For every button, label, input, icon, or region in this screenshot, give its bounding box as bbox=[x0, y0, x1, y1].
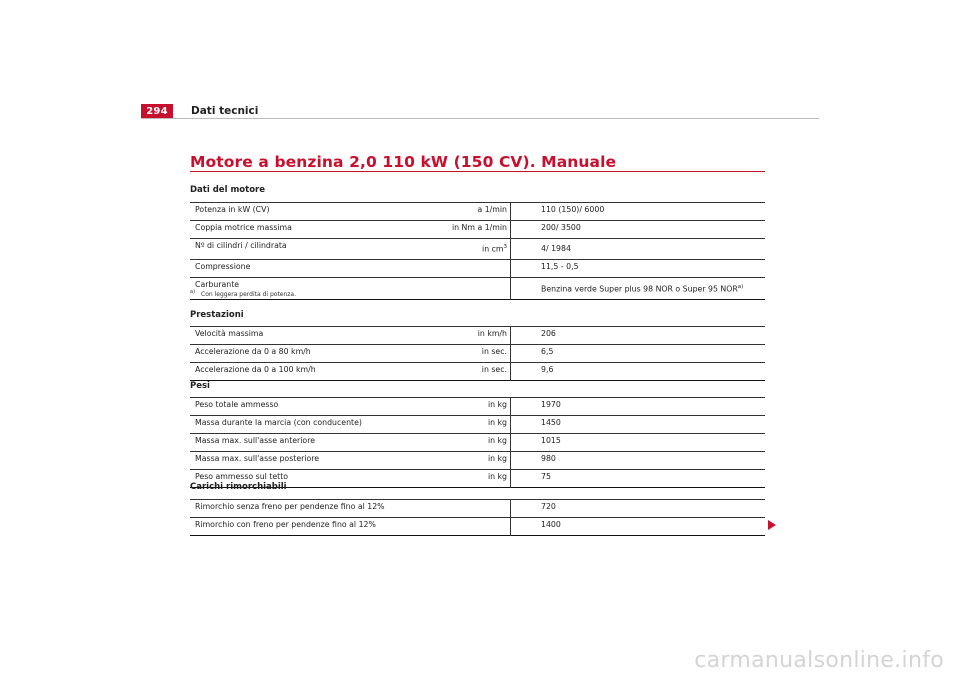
row-value: 720 bbox=[541, 502, 556, 511]
towing-table bbox=[190, 499, 765, 536]
row-unit: in kg bbox=[427, 452, 511, 470]
row-value: 1015 bbox=[541, 436, 561, 445]
row-label: Massa max. sull'asse posteriore bbox=[195, 454, 320, 463]
row-label: Peso ammesso sul tetto bbox=[195, 472, 289, 481]
row-unit: in kg bbox=[427, 398, 511, 416]
row-value: 110 (150)/ 6000 bbox=[541, 205, 605, 214]
row-unit: a 1/min bbox=[427, 203, 511, 221]
table-row bbox=[190, 260, 765, 278]
table-row bbox=[190, 363, 765, 381]
row-label: Rimorchio con freno per pendenze fino al 12% bbox=[195, 520, 376, 529]
performance-table bbox=[190, 326, 765, 381]
engine-table bbox=[190, 202, 765, 300]
row-label: Velocità massima bbox=[195, 329, 264, 338]
footnote-text: Con leggera perdita di potenza. bbox=[201, 291, 297, 298]
row-unit bbox=[427, 260, 511, 278]
header-divider bbox=[141, 118, 819, 119]
row-value: 980 bbox=[541, 454, 556, 463]
unit-text: in cm bbox=[482, 244, 504, 254]
row-unit: in kg bbox=[427, 416, 511, 434]
table-row bbox=[190, 452, 765, 470]
row-label: Accelerazione da 0 a 100 km/h bbox=[195, 365, 316, 374]
row-value: 1450 bbox=[541, 418, 561, 427]
performance-heading: Prestazioni bbox=[190, 310, 244, 320]
row-value bbox=[511, 278, 766, 300]
row-value: 75 bbox=[541, 472, 551, 481]
table-row bbox=[190, 221, 765, 239]
row-label: Coppia motrice massima bbox=[195, 223, 292, 232]
table-row bbox=[190, 345, 765, 363]
row-value: 1400 bbox=[541, 520, 561, 529]
row-label: Nº di cilindri / cilindrata bbox=[195, 241, 287, 250]
section-header: Dati tecnici bbox=[191, 105, 259, 117]
row-label: Accelerazione da 0 a 80 km/h bbox=[195, 347, 311, 356]
next-page-arrow-icon[interactable] bbox=[768, 520, 776, 530]
row-unit bbox=[427, 500, 511, 518]
page-title: Motore a benzina 2,0 110 kW (150 CV). Manuale bbox=[190, 153, 617, 171]
row-unit: in kg bbox=[427, 434, 511, 452]
row-unit bbox=[427, 239, 511, 260]
row-value: 1970 bbox=[541, 400, 561, 409]
row-unit bbox=[427, 518, 511, 536]
table-row bbox=[190, 518, 765, 536]
row-unit: in kg bbox=[427, 470, 511, 488]
footnote-ref: a) bbox=[737, 284, 744, 290]
row-label: Massa max. sull'asse anteriore bbox=[195, 436, 316, 445]
table-row bbox=[190, 327, 765, 345]
row-label: Compressione bbox=[195, 262, 251, 271]
row-value: 4/ 1984 bbox=[541, 244, 571, 253]
unit-superscript: 3 bbox=[503, 244, 507, 250]
row-value: 9,6 bbox=[541, 365, 554, 374]
row-label: Potenza in kW (CV) bbox=[195, 205, 270, 214]
table-row bbox=[190, 434, 765, 452]
value-text: Benzina verde Super plus 98 NOR o Super 95 NOR bbox=[541, 284, 738, 294]
weights-heading: Pesi bbox=[190, 381, 210, 391]
table-row bbox=[190, 239, 765, 260]
watermark: carmanualsonline.info bbox=[694, 648, 944, 673]
row-label: Carburante bbox=[195, 280, 240, 289]
table-row bbox=[190, 416, 765, 434]
row-unit: in Nm a 1/min bbox=[427, 221, 511, 239]
row-unit: in km/h bbox=[427, 327, 511, 345]
footnote bbox=[190, 289, 296, 298]
row-value: 200/ 3500 bbox=[541, 223, 581, 232]
title-divider bbox=[190, 171, 765, 172]
row-unit: in sec. bbox=[427, 345, 511, 363]
towing-heading: Carichi rimorchiabili bbox=[190, 482, 287, 492]
footnote-mark: a) bbox=[190, 289, 196, 295]
table-row bbox=[190, 500, 765, 518]
row-label: Massa durante la marcia (con conducente) bbox=[195, 418, 362, 427]
row-unit bbox=[427, 278, 511, 300]
weights-table bbox=[190, 397, 765, 488]
row-value: 6,5 bbox=[541, 347, 554, 356]
row-label: Peso totale ammesso bbox=[195, 400, 279, 409]
row-unit: in sec. bbox=[427, 363, 511, 381]
table-row bbox=[190, 398, 765, 416]
engine-heading: Dati del motore bbox=[190, 185, 266, 195]
row-value: 11,5 - 0,5 bbox=[541, 262, 579, 271]
row-value: 206 bbox=[541, 329, 556, 338]
table-row bbox=[190, 203, 765, 221]
page-number: 294 bbox=[141, 104, 173, 119]
row-label: Rimorchio senza freno per pendenze fino al 12% bbox=[195, 502, 385, 511]
